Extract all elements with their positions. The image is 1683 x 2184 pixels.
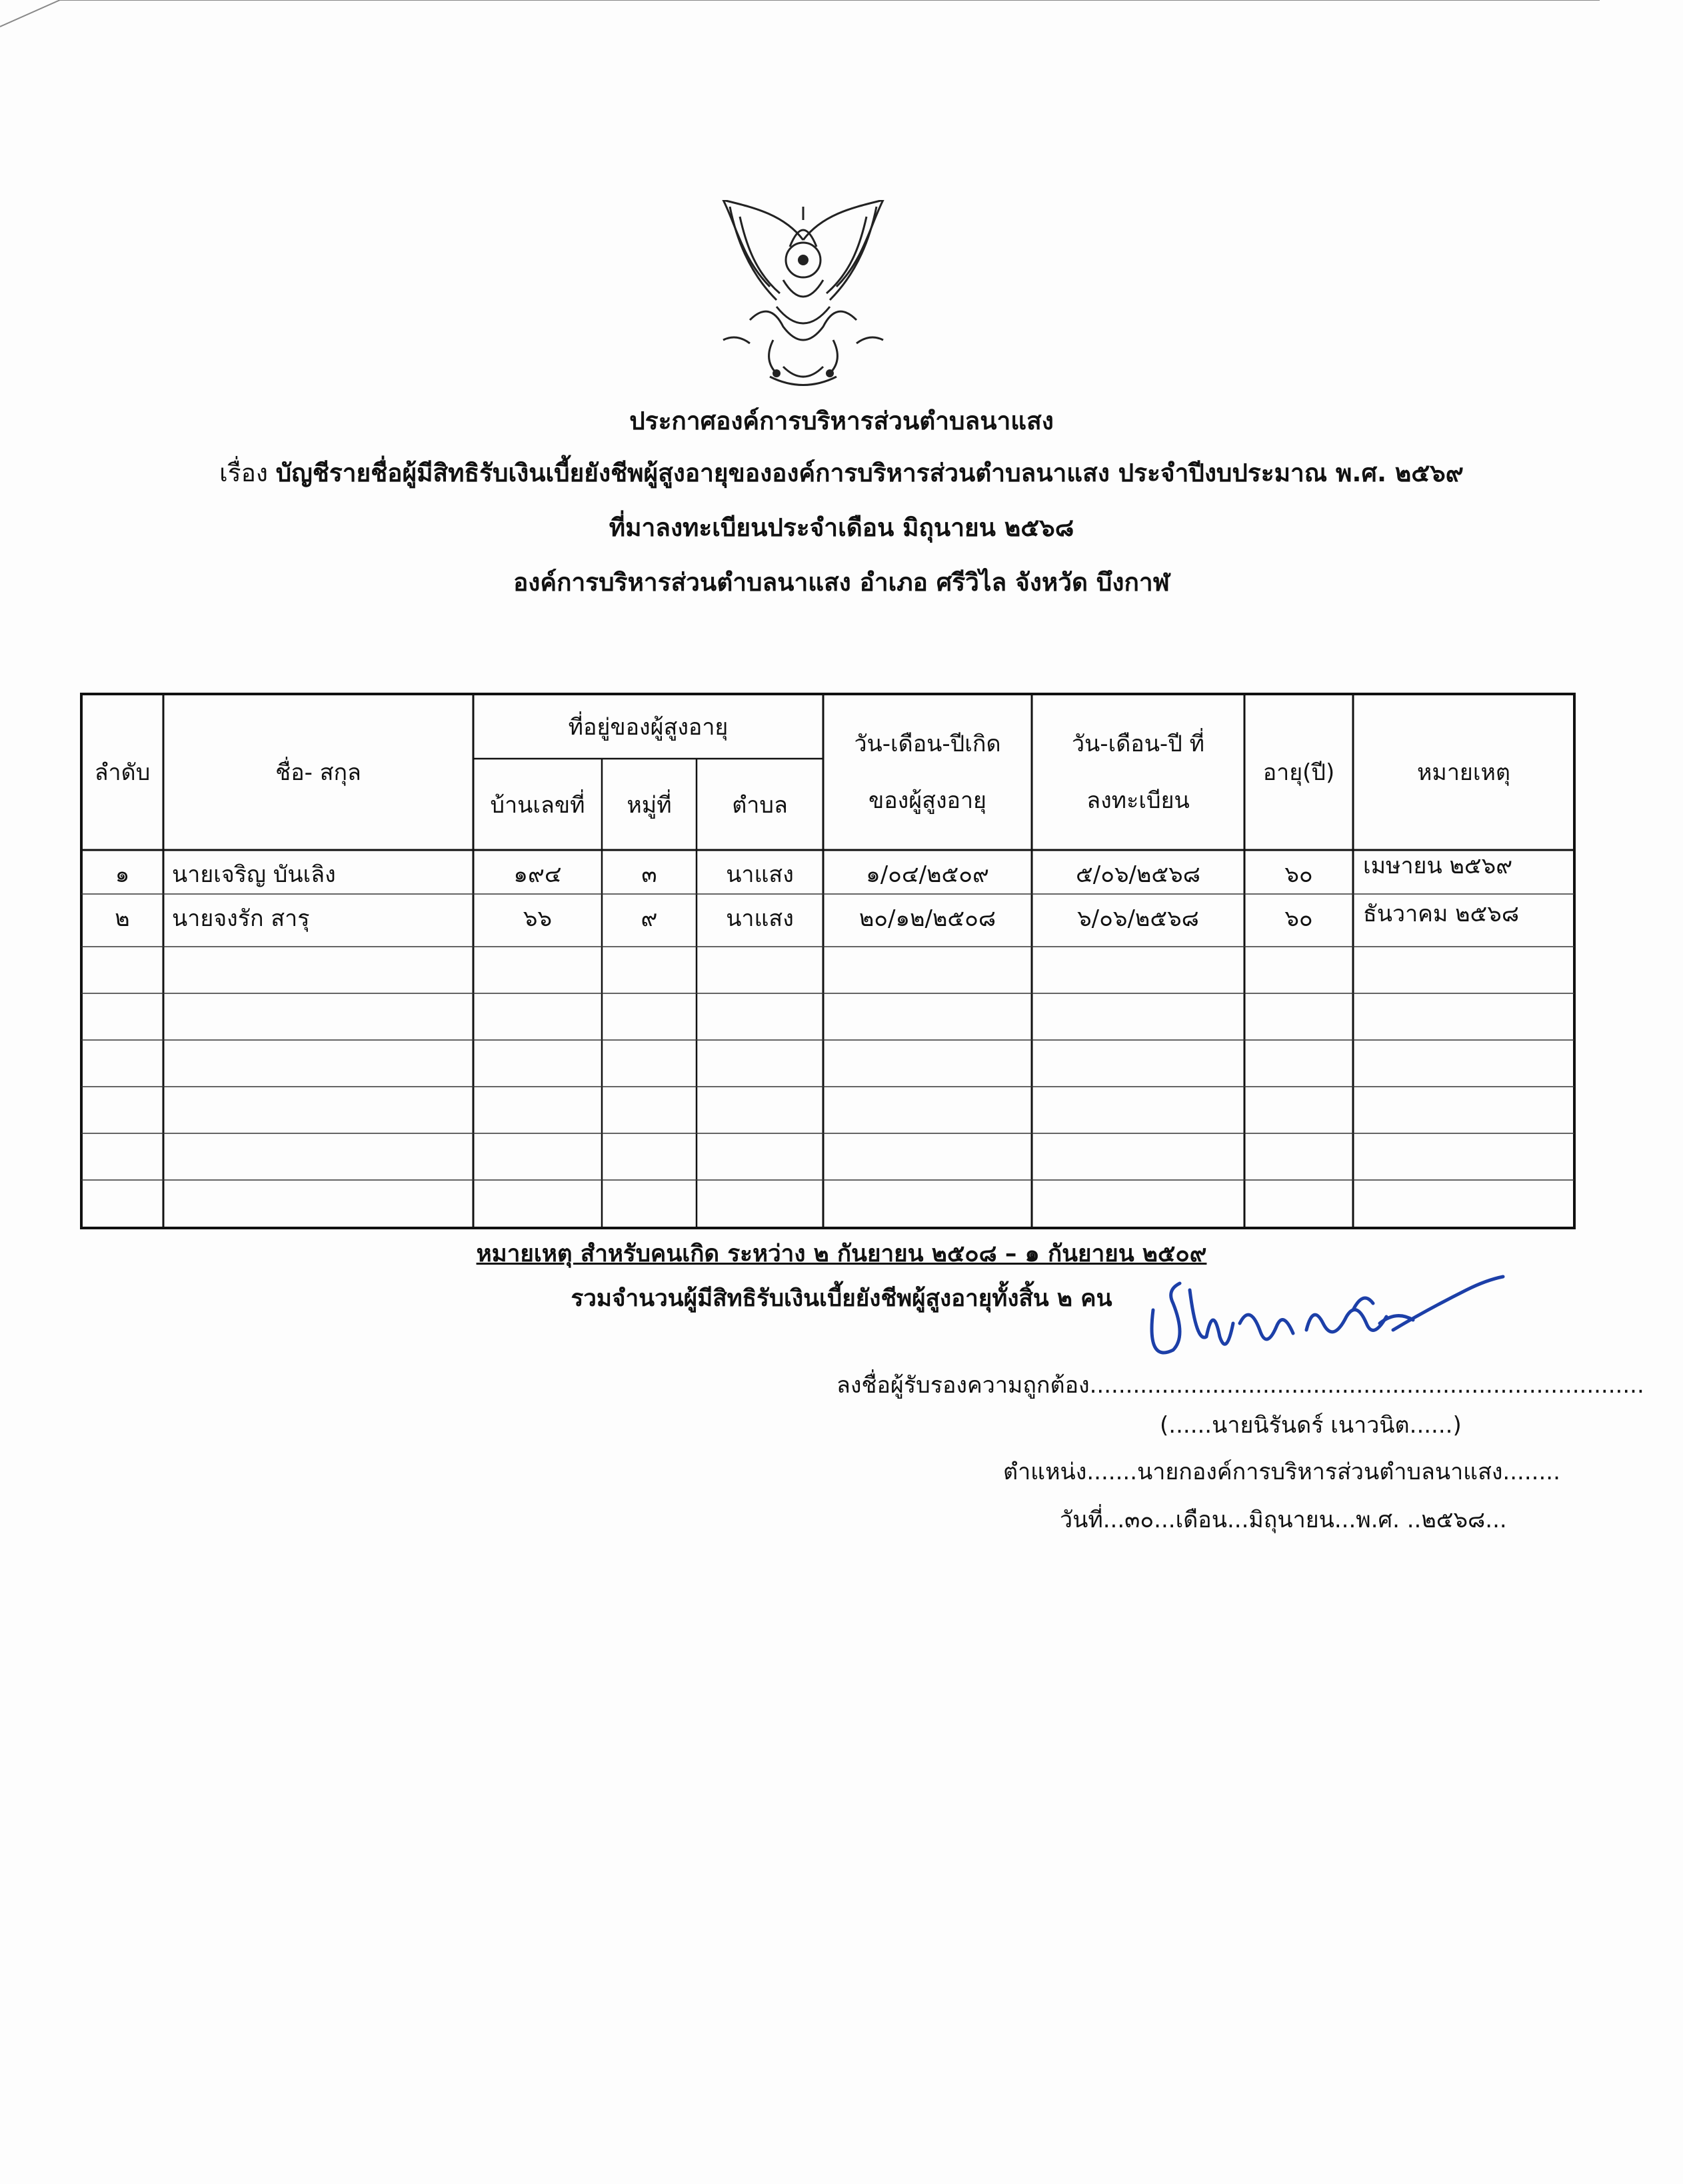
row2-remark: ธันวาคม ๒๕๖๘	[1363, 901, 1520, 927]
header-reg-line1: วัน-เดือน-ปี ที่	[1071, 731, 1205, 757]
certifier-position: ตำแหน่ง.......นายกองค์การบริหารส่วนตำบลนาแสง........	[1003, 1459, 1560, 1485]
row1-reg: ๕/๐๖/๒๕๖๘	[1076, 861, 1200, 888]
row1-moo: ๓	[641, 861, 657, 888]
subject-text: บัญชีรายชื่อผู้มีสิทธิรับเงินเบี้ยยังชีพผู้สูงอายุขององค์การบริหารส่วนตำบลนาแสง ประจำปีงบประมาณ พ.ศ. ๒๕๖๙	[275, 459, 1464, 487]
header-address-group: ที่อยู่ของผู้สูงอายุ	[568, 713, 729, 741]
row2-reg: ๖/๐๖/๒๕๖๘	[1077, 905, 1199, 932]
registration-month: ที่มาลงทะเบียนประจำเดือน มิถุนายน ๒๕๖๘	[609, 513, 1074, 542]
header-moo: หมู่ที่	[627, 791, 672, 819]
row1-remark: เมษายน ๒๕๖๙	[1363, 853, 1513, 879]
header-seq: ลำดับ	[94, 759, 151, 786]
announcement-title: ประกาศองค์การบริหารส่วนตำบลนาแสง	[629, 407, 1054, 435]
row1-tambon: นาแสง	[726, 861, 794, 888]
row2-name: นายจงรัก สารุ	[172, 905, 310, 932]
organization-location: องค์การบริหารส่วนตำบลนาแสง อำเภอ ศรีวิไล จังหวัด บึงกาฬ	[513, 568, 1170, 597]
row2-birth: ๒๐/๑๒/๒๕๐๘	[858, 905, 996, 932]
header-name: ชื่อ- สกุล	[275, 759, 361, 786]
row2-age: ๖๐	[1284, 905, 1313, 932]
subject-prefix: เรื่อง	[219, 459, 268, 487]
row1-age: ๖๐	[1284, 861, 1313, 888]
header-birth-line1: วัน-เดือน-ปีเกิด	[854, 731, 1001, 757]
row2-moo: ๙	[641, 905, 658, 932]
header-birth-line2: ของผู้สูงอายุ	[868, 787, 986, 814]
certifier-name: (......นายนิรันดร์ เนาวนิต......)	[1160, 1412, 1462, 1439]
row2-house-no: ๖๖	[523, 905, 553, 932]
birth-range-remark: หมายเหตุ สำหรับคนเกิด ระหว่าง ๒ กันยายน ๒๕๐๘ – ๑ กันยายน ๒๕๐๙	[476, 1241, 1207, 1267]
header-reg-line2: ลงทะเบียน	[1086, 787, 1190, 814]
row1-seq: ๑	[115, 861, 130, 888]
row1-house-no: ๑๙๔	[513, 861, 562, 888]
row2-tambon: นาแสง	[726, 905, 794, 932]
header-remark: หมายเหตุ	[1417, 759, 1510, 786]
total-count: รวมจำนวนผู้มีสิทธิรับเงินเบี้ยยังชีพผู้สูงอายุทั้งสิ้น ๒ คน	[571, 1285, 1112, 1312]
header-house-no: บ้านเลขที่	[490, 791, 585, 819]
header-age: อายุ(ปี)	[1262, 759, 1335, 786]
row2-seq: ๒	[115, 905, 130, 932]
certifier-signature-line: ลงชื่อผู้รับรองความถูกต้อง.............................................................................	[837, 1372, 1644, 1399]
row1-name: นายเจริญ บันเลิง	[172, 861, 336, 888]
row1-birth: ๑/๐๔/๒๕๐๙	[866, 861, 989, 888]
header-tambon: ตำบล	[732, 791, 788, 819]
certification-date: วันที่...๓๐...เดือน...มิถุนายน...พ.ศ. ..๒๕๖๘...	[1060, 1507, 1507, 1533]
